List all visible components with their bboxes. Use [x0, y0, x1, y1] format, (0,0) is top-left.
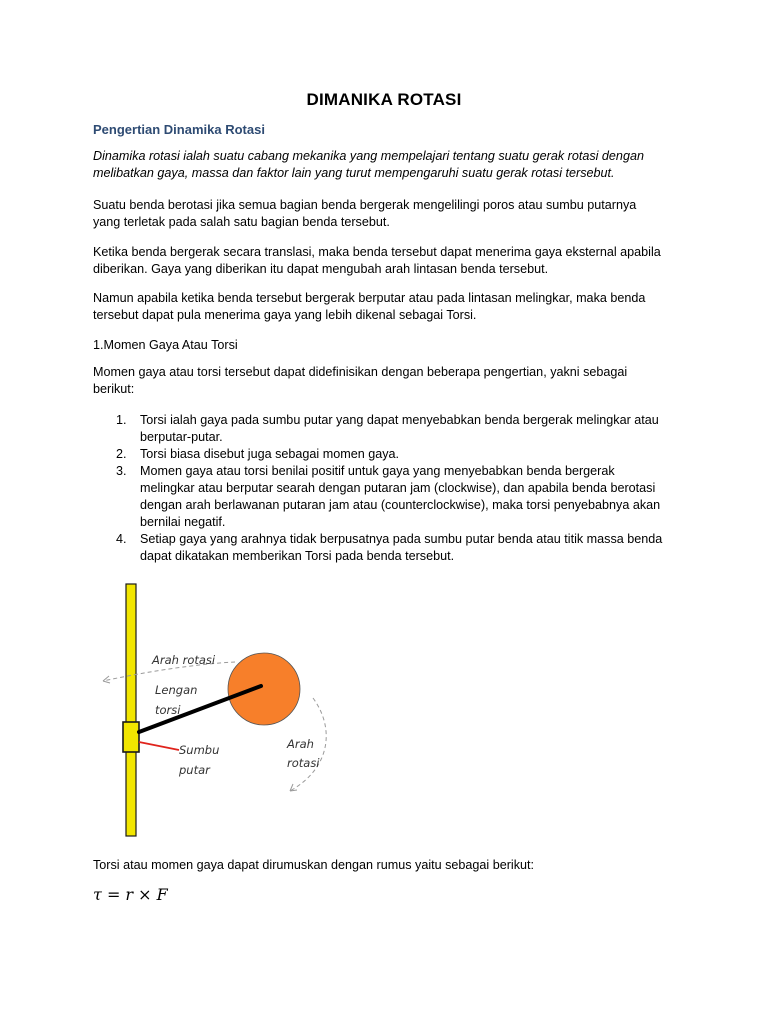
list-item	[116, 446, 686, 463]
text-line: Dinamika rotasi ialah suatu cabang mekanika yang mempelajari tentang suatu gerak rotasi dengan	[93, 149, 644, 163]
torque-formula: τ = r × F	[93, 885, 168, 904]
closing-paragraph	[93, 857, 683, 874]
text-line: diberikan. Gaya yang diberikan itu dapat mengubah arah lintasan benda tersebut.	[93, 262, 549, 276]
text-line: Namun apabila ketika benda tersebut bergerak berputar atau pada lintasan melingkar, maka benda	[93, 291, 646, 305]
rotating-disc-shape	[228, 653, 300, 725]
paragraph-3	[93, 290, 683, 324]
text-line: Torsi atau momen gaya dapat dirumuskan dengan rumus yaitu sebagai berikut:	[93, 858, 535, 872]
axis-pointer-line	[139, 742, 179, 750]
label-rotasi: rotasi	[287, 756, 320, 770]
text-line: 1.Momen Gaya Atau Torsi	[93, 338, 238, 352]
label-arah-rotasi-top: Arah rotasi	[152, 653, 216, 667]
paragraph-4	[93, 364, 683, 398]
list-item	[116, 463, 686, 531]
page-title: DIMANIKA ROTASI	[306, 90, 462, 109]
label-putar: putar	[179, 763, 210, 777]
list-number: 1.	[116, 413, 127, 427]
list-line: dapat dikatakan memberikan Torsi pada benda tersebut.	[140, 549, 455, 563]
paragraph-2	[93, 244, 683, 278]
section-title-momen-gaya	[93, 337, 683, 354]
definition-paragraph	[93, 148, 683, 182]
definition-list	[116, 412, 686, 565]
list-line: Torsi ialah gaya pada sumbu putar yang dapat menyebabkan benda bergerak melingkar atau	[140, 413, 659, 427]
axis-clamp-shape	[123, 722, 139, 752]
list-line: dengan arah berlawanan putaran jam atau (counterclockwise), maka torsi penyebabnya akan	[140, 498, 661, 512]
list-line: bernilai negatif.	[140, 515, 226, 529]
text-line: Suatu benda berotasi jika semua bagian benda bergerak mengelilingi poros atau sumbu putarnya	[93, 198, 637, 212]
label-arah: Arah	[287, 737, 314, 751]
list-number: 2.	[116, 447, 127, 461]
list-item	[116, 531, 686, 565]
section-subheading: Pengertian Dinamika Rotasi	[93, 122, 265, 137]
list-line: Torsi biasa disebut juga sebagai momen gaya.	[140, 447, 400, 461]
label-lengan: Lengan	[155, 683, 198, 697]
list-item	[116, 412, 686, 446]
paragraph-1	[93, 197, 683, 231]
label-torsi: torsi	[155, 703, 181, 717]
label-sumbu: Sumbu	[179, 743, 220, 757]
text-line: Momen gaya atau torsi tersebut dapat didefinisikan dengan beberapa pengertian, yakni sebagai	[93, 365, 628, 379]
list-line: berputar-putar.	[140, 430, 223, 444]
torque-diagram	[95, 578, 355, 840]
list-number: 3.	[116, 464, 127, 478]
text-line: yang terletak pada salah satu bagian benda tersebut.	[93, 215, 390, 229]
pole-shape	[126, 584, 136, 836]
text-line: Ketika benda bergerak secara translasi, maka benda tersebut dapat menerima gaya eksternal apabila	[93, 245, 661, 259]
list-line: Setiap gaya yang arahnya tidak berpusatnya pada sumbu putar benda atau titik massa benda	[140, 532, 663, 546]
list-number: 4.	[116, 532, 127, 546]
text-line: berikut:	[93, 382, 135, 396]
list-line: Momen gaya atau torsi benilai positif untuk gaya yang menyebabkan benda bergerak	[140, 464, 615, 478]
text-line: melibatkan gaya, massa dan faktor lain yang turut mempengaruhi suatu gerak rotasi tersebut.	[93, 166, 615, 180]
list-line: melingkar atau berputar searah dengan putaran jam (clockwise), dan apabila benda berotasi	[140, 481, 656, 495]
text-line: tersebut dapat pula menerima gaya yang lebih dikenal sebagai Torsi.	[93, 308, 477, 322]
